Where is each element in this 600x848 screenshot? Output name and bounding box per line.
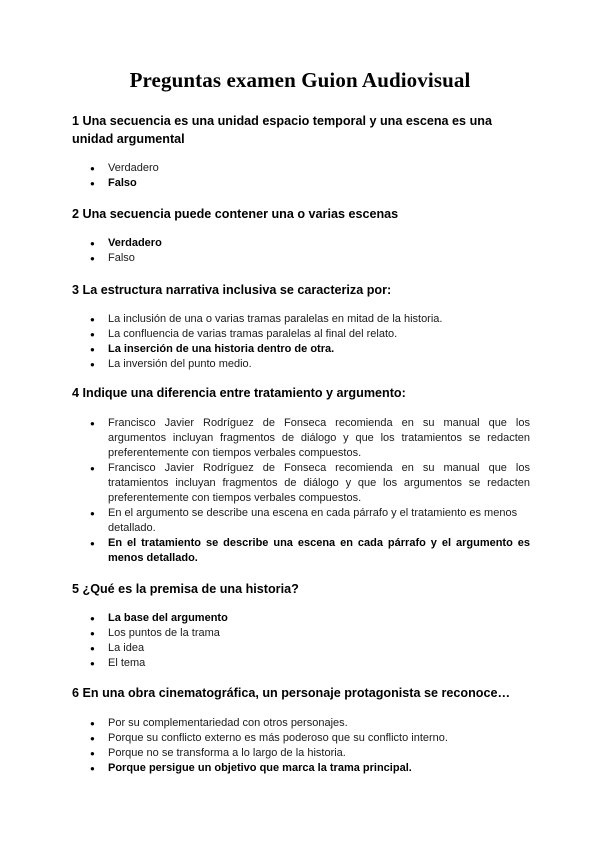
question-5: 5 ¿Qué es la premisa de una historia? (72, 582, 299, 596)
question-3: 3 La estructura narrativa inclusiva se caracteriza por: (72, 283, 392, 297)
option: ● Porque no se transforma a lo largo de la historia. (90, 746, 530, 761)
option-correct: ● En el tratamiento se describe una escena en cada párrafo y el argumento es menos detallado. (90, 536, 530, 566)
question-4-options (90, 416, 530, 566)
option: ● Porque su conflicto externo es más poderoso que su conflicto interno. (90, 731, 530, 746)
option: ● Francisco Javier Rodríguez de Fonseca recomienda en su manual que los tratamientos incluyan fragmentos de diálogo y que los argumentos se redacten preferentemente con tiempos verbales compuestos. (90, 461, 530, 506)
option: ● La inclusión de una o varias tramas paralelas en mitad de la historia. (90, 312, 530, 327)
question-4: 4 Indique una diferencia entre tratamiento y argumento: (72, 386, 406, 400)
option-correct: ● La inserción de una historia dentro de otra. (90, 342, 530, 357)
option: ● La inversión del punto medio. (90, 357, 530, 372)
option: ● Verdadero (90, 161, 530, 176)
option: ● Falso (90, 251, 530, 266)
question-6: 6 En una obra cinematográfica, un personaje protagonista se reconoce… (72, 686, 511, 700)
option: ● Francisco Javier Rodríguez de Fonseca recomienda en su manual que los argumentos incluyan fragmentos de diálogo y que los tratamientos se redacten preferentemente con tiempos verbales compuestos. (90, 416, 530, 461)
question-6-options (90, 716, 530, 776)
option-correct: ● Verdadero (90, 236, 530, 251)
document-title: Preguntas examen Guion Audiovisual (129, 68, 471, 92)
question-5-options (90, 611, 530, 671)
question-2-options (90, 236, 530, 266)
question-2: 2 Una secuencia puede contener una o varias escenas (72, 207, 399, 221)
option: ● El tema (90, 656, 530, 671)
option: ● Por su complementariedad con otros personajes. (90, 716, 530, 731)
option: ● En el argumento se describe una escena en cada párrafo y el tratamiento es menos detallado. (90, 506, 530, 536)
option: ● La confluencia de varias tramas paralelas al final del relato. (90, 327, 530, 342)
question-1-options (90, 161, 530, 191)
question-3-options (90, 312, 530, 372)
option: ● La idea (90, 641, 530, 656)
option-correct: ● Falso (90, 176, 530, 191)
option: ● Los puntos de la trama (90, 626, 530, 641)
option-correct: ● Porque persigue un objetivo que marca la trama principal. (90, 761, 530, 776)
question-1: 1 Una secuencia es una unidad espacio temporal y una escena es una unidad argumental (72, 114, 492, 146)
option-correct: ● La base del argumento (90, 611, 530, 626)
